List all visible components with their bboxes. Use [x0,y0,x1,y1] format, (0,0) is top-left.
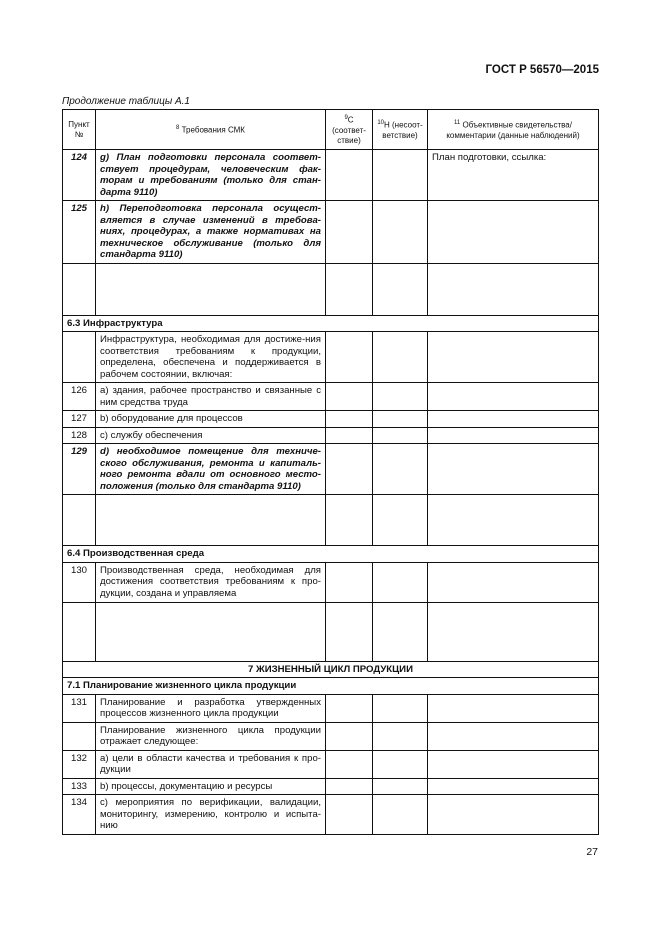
evidence-cell [428,444,599,495]
nonconformity-cell [373,722,428,750]
conformity-cell [326,150,373,201]
table-row [63,750,599,778]
requirement-text: a) здания, рабочее пространство и связанные с ним средства труда [96,383,326,411]
item-number [63,495,96,546]
evidence-cell [428,750,599,778]
section-row [63,315,599,332]
evidence-cell [428,427,599,444]
requirement-text: g) План подготовки персонала соответ-ствует процедурам, человеческим фак-торам и требованиям (только для стан-дарта 9110) [96,150,326,201]
conformity-cell [326,795,373,835]
nonconformity-cell [373,495,428,546]
col-header-requirements: $^8$ Требования СМК [96,110,326,150]
evidence-cell [428,694,599,722]
table-row [63,795,599,835]
conformity-cell [326,602,373,661]
requirement-text: a) цели в области качества и требования к про-дукции [96,750,326,778]
evidence-cell [428,383,599,411]
section-title: 7.1 Планирование жизненного цикла продукции [63,678,599,695]
requirement-text: Планирование и разработка утвержденных процессов жизненного цикла продукции [96,694,326,722]
standard-number: ГОСТ Р 56570—2015 [485,64,599,76]
evidence-cell [428,722,599,750]
nonconformity-cell [373,427,428,444]
conformity-cell [326,201,373,264]
table-row [63,602,599,661]
requirement-text: Инфраструктура, необходимая для достиже-ния соответствия требованиям к продукции, определена, обеспечена и поддерживается в рабочем состоянии, включая: [96,332,326,383]
requirements-table [62,109,599,835]
requirement-text: b) оборудование для процессов [96,411,326,428]
nonconformity-cell [373,383,428,411]
table-row [63,722,599,750]
conformity-cell [326,778,373,795]
item-number: 134 [63,795,96,835]
item-number: 129 [63,444,96,495]
evidence-cell [428,411,599,428]
requirement-text [96,263,326,315]
evidence-cell [428,263,599,315]
nonconformity-cell [373,562,428,602]
chapter-title: 7 ЖИЗНЕННЫЙ ЦИКЛ ПРОДУКЦИИ [63,661,599,678]
requirement-text [96,602,326,661]
item-number: 132 [63,750,96,778]
nonconformity-cell [373,778,428,795]
item-number [63,722,96,750]
conformity-cell [326,750,373,778]
table-continuation-caption: Продолжение таблицы А.1 [62,96,190,107]
conformity-cell [326,562,373,602]
table-row [63,495,599,546]
item-number: 133 [63,778,96,795]
section-row [63,546,599,563]
evidence-cell [428,795,599,835]
nonconformity-cell [373,795,428,835]
chapter-row [63,661,599,678]
conformity-cell [326,411,373,428]
requirement-text: Производственная среда, необходимая для достижения соответствия требованиям к про-дукции, создана и управляема [96,562,326,602]
item-number [63,263,96,315]
col-header-evidence: $^{11}$ Объективные свидетельства/ комментарии (данные наблюдений) [428,110,599,150]
section-title: 6.4 Производственная среда [63,546,599,563]
evidence-cell [428,778,599,795]
section-row [63,678,599,695]
item-number: 126 [63,383,96,411]
nonconformity-cell [373,750,428,778]
nonconformity-cell [373,602,428,661]
col-header-nonconformity: $^{10}$Н (несоот-ветствие) [373,110,428,150]
conformity-cell [326,495,373,546]
item-number: 124 [63,150,96,201]
nonconformity-cell [373,201,428,264]
table-row [63,562,599,602]
item-number: 128 [63,427,96,444]
nonconformity-cell [373,444,428,495]
conformity-cell [326,694,373,722]
page-number: 27 [586,846,598,858]
conformity-cell [326,427,373,444]
item-number: 130 [63,562,96,602]
table-header-row [63,110,599,150]
conformity-cell [326,444,373,495]
item-number: 127 [63,411,96,428]
evidence-cell [428,562,599,602]
requirement-text [96,495,326,546]
table-row [63,150,599,201]
nonconformity-cell [373,411,428,428]
item-number: 125 [63,201,96,264]
table-row [63,411,599,428]
evidence-cell: План подготовки, ссылка: [428,150,599,201]
requirement-text: Планирование жизненного цикла продукции отражает следующее: [96,722,326,750]
evidence-cell [428,602,599,661]
conformity-cell [326,332,373,383]
item-number: 131 [63,694,96,722]
conformity-cell [326,383,373,411]
requirement-text: c) мероприятия по верификации, валидации, мониторингу, измерению, контролю и испыта-нию [96,795,326,835]
item-number [63,332,96,383]
table-row [63,201,599,264]
nonconformity-cell [373,150,428,201]
evidence-cell [428,201,599,264]
nonconformity-cell [373,263,428,315]
table-row [63,778,599,795]
requirement-text: d) необходимое помещение для техниче-ского обслуживания, ремонта и капиталь-ного ремонта вдали от основного место-положения (только для стандарта 9110) [96,444,326,495]
table-row [63,332,599,383]
conformity-cell [326,722,373,750]
table-row [63,383,599,411]
nonconformity-cell [373,694,428,722]
conformity-cell [326,263,373,315]
requirement-text: c) службу обеспечения [96,427,326,444]
table-row [63,444,599,495]
nonconformity-cell [373,332,428,383]
requirement-text: b) процессы, документацию и ресурсы [96,778,326,795]
table-row [63,694,599,722]
table-row [63,427,599,444]
table-row [63,263,599,315]
col-header-conformity: $^9$С (соответ-ствие) [326,110,373,150]
evidence-cell [428,332,599,383]
evidence-cell [428,495,599,546]
requirement-text: h) Переподготовка персонала осущест-вляется в случае изменений в требова-ниях, процедурах, а также нормативах на техническое обслуживание (только для стандарта 9110) [96,201,326,264]
section-title: 6.3 Инфраструктура [63,315,599,332]
item-number [63,602,96,661]
col-header-num: Пункт № [63,110,96,150]
